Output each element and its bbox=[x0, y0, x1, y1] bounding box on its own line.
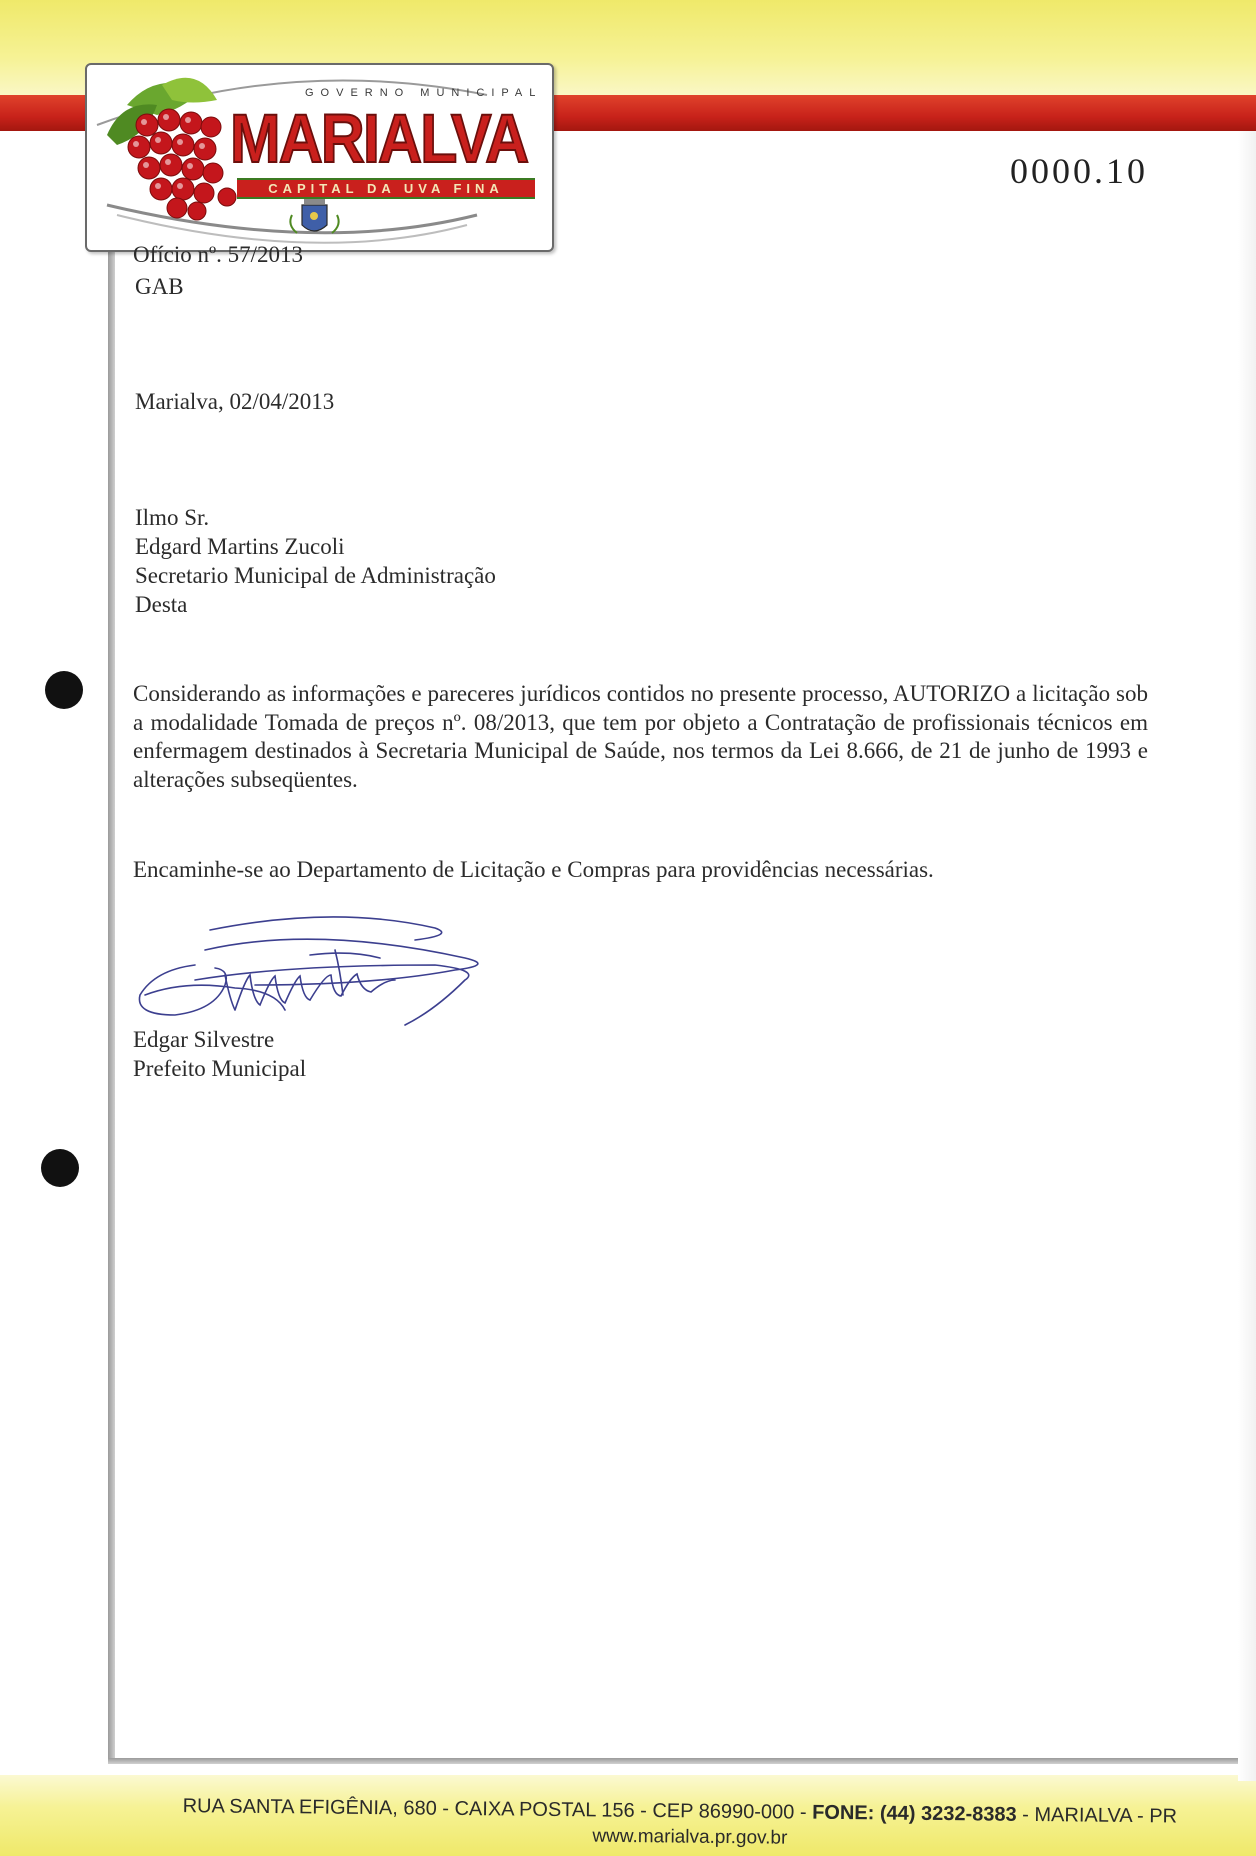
recipient-block bbox=[135, 503, 496, 619]
municipal-logo bbox=[85, 63, 554, 252]
signer-title: Prefeito Municipal bbox=[133, 1056, 307, 1081]
page-frame-left bbox=[108, 150, 115, 1762]
footer-phone: FONE: (44) 3232-8383 bbox=[812, 1801, 1017, 1826]
footer-website[interactable]: www.marialva.pr.gov.br bbox=[592, 1825, 788, 1849]
page-number-stamp: 0000.10 bbox=[1010, 151, 1148, 191]
signature-image bbox=[135, 910, 495, 1040]
binder-hole bbox=[45, 671, 83, 709]
page-right-edge bbox=[1238, 131, 1256, 1781]
binder-hole bbox=[41, 1149, 79, 1187]
forwarding-paragraph: Encaminhe-se ao Departamento de Licitação e Compras para providências necessárias. bbox=[133, 857, 934, 882]
coat-of-arms-icon bbox=[290, 198, 338, 233]
logo-title: MARIALVA bbox=[230, 100, 528, 177]
recipient-name: Edgard Martins Zucoli bbox=[135, 534, 345, 559]
page-frame-bottom bbox=[108, 1758, 1238, 1764]
logo-subtitle: GOVERNO MUNICIPAL bbox=[305, 87, 543, 99]
authorization-paragraph: Considerando as informações e pareceres jurídicos contidos no presente processo, AUTORIZO a licitação sob a modalidade Tomada de preços nº. 08/2013, que tem por objeto a Contratação de profissionais técnicos em enfermagem destinados à Secretaria Municipal de Saúde, nos termos da Lei 8.666, de 21 de junho de 1993 e alterações subseqüentes. bbox=[133, 681, 1148, 792]
recipient-location: Desta bbox=[135, 592, 188, 617]
recipient-salutation: Ilmo Sr. bbox=[135, 505, 210, 530]
footer-city: - MARIALVA - PR bbox=[1016, 1803, 1178, 1828]
department-code: GAB bbox=[135, 274, 184, 299]
signer-name: Edgar Silvestre bbox=[133, 1027, 275, 1052]
oficio-number: Ofício nº. 57/2013 bbox=[133, 242, 304, 267]
recipient-position: Secretario Municipal de Administração bbox=[135, 563, 496, 588]
footer-street: RUA SANTA EFIGÊNIA, 680 - CAIXA POSTAL 156 - CEP 86990-000 - bbox=[182, 1795, 813, 1824]
logo-tagline: CAPITAL DA UVA FINA bbox=[237, 178, 535, 199]
place-date: Marialva, 02/04/2013 bbox=[135, 389, 335, 414]
